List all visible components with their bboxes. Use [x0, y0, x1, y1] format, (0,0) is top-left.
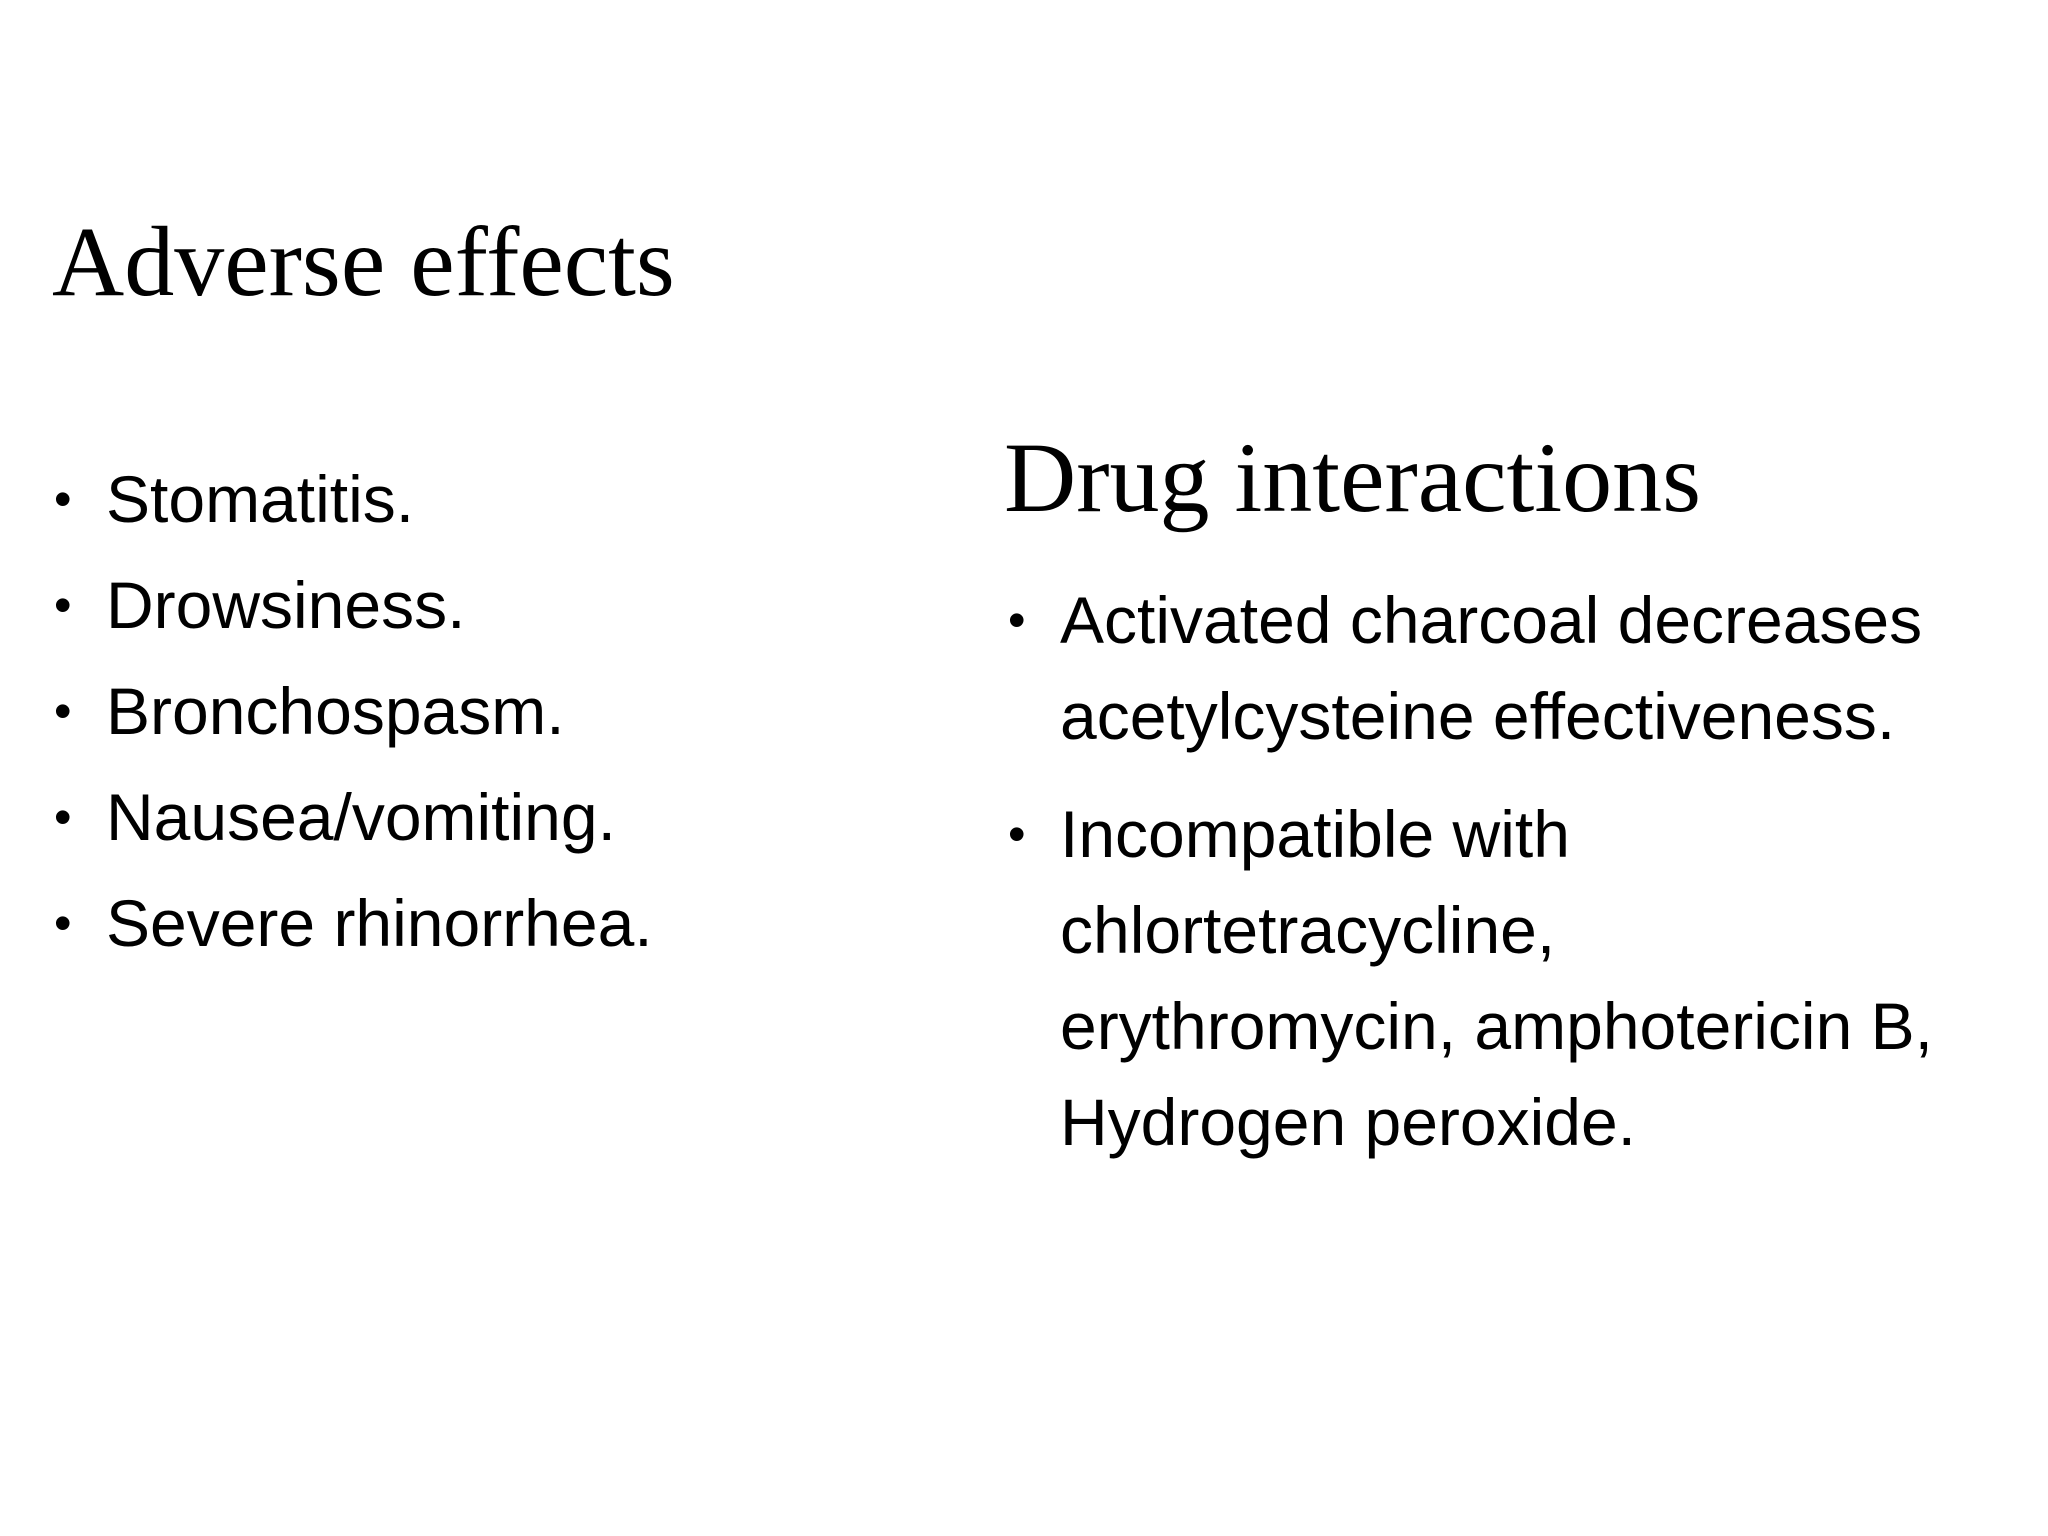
- slide-title: Adverse effects: [52, 206, 675, 317]
- section-title: Drug interactions: [1004, 422, 1702, 533]
- adverse-effects-column: [50, 446, 950, 976]
- list-item: [50, 658, 950, 764]
- bullet-icon: •: [54, 683, 72, 739]
- bullet-icon: •: [54, 471, 72, 527]
- list-item-text: Nausea/vomiting.: [106, 780, 616, 854]
- list-item-text: Stomatitis.: [106, 462, 415, 536]
- adverse-effects-list: [50, 446, 950, 976]
- list-item: [50, 764, 950, 870]
- list-item: [50, 870, 950, 976]
- list-item: [50, 446, 950, 552]
- list-item-text: Activated charcoal decreases acetylcysteine effectiveness.: [1060, 583, 1923, 753]
- list-item: [50, 552, 950, 658]
- drug-interactions-list: [1004, 572, 2004, 1170]
- list-item: [1004, 786, 1960, 1170]
- list-item: [1004, 572, 1960, 764]
- drug-interactions-column: [1004, 422, 2004, 1192]
- bullet-icon: •: [54, 577, 72, 633]
- bullet-icon: •: [1008, 806, 1026, 862]
- bullet-icon: •: [54, 789, 72, 845]
- bullet-icon: •: [54, 895, 72, 951]
- bullet-icon: •: [1008, 592, 1026, 648]
- list-item-text: Severe rhinorrhea.: [106, 886, 653, 960]
- list-item-text: Drowsiness.: [106, 568, 466, 642]
- list-item-text: Incompatible with chlortetracycline, erythromycin, amphotericin B, Hydrogen peroxide.: [1060, 797, 1933, 1159]
- list-item-text: Bronchospasm.: [106, 674, 565, 748]
